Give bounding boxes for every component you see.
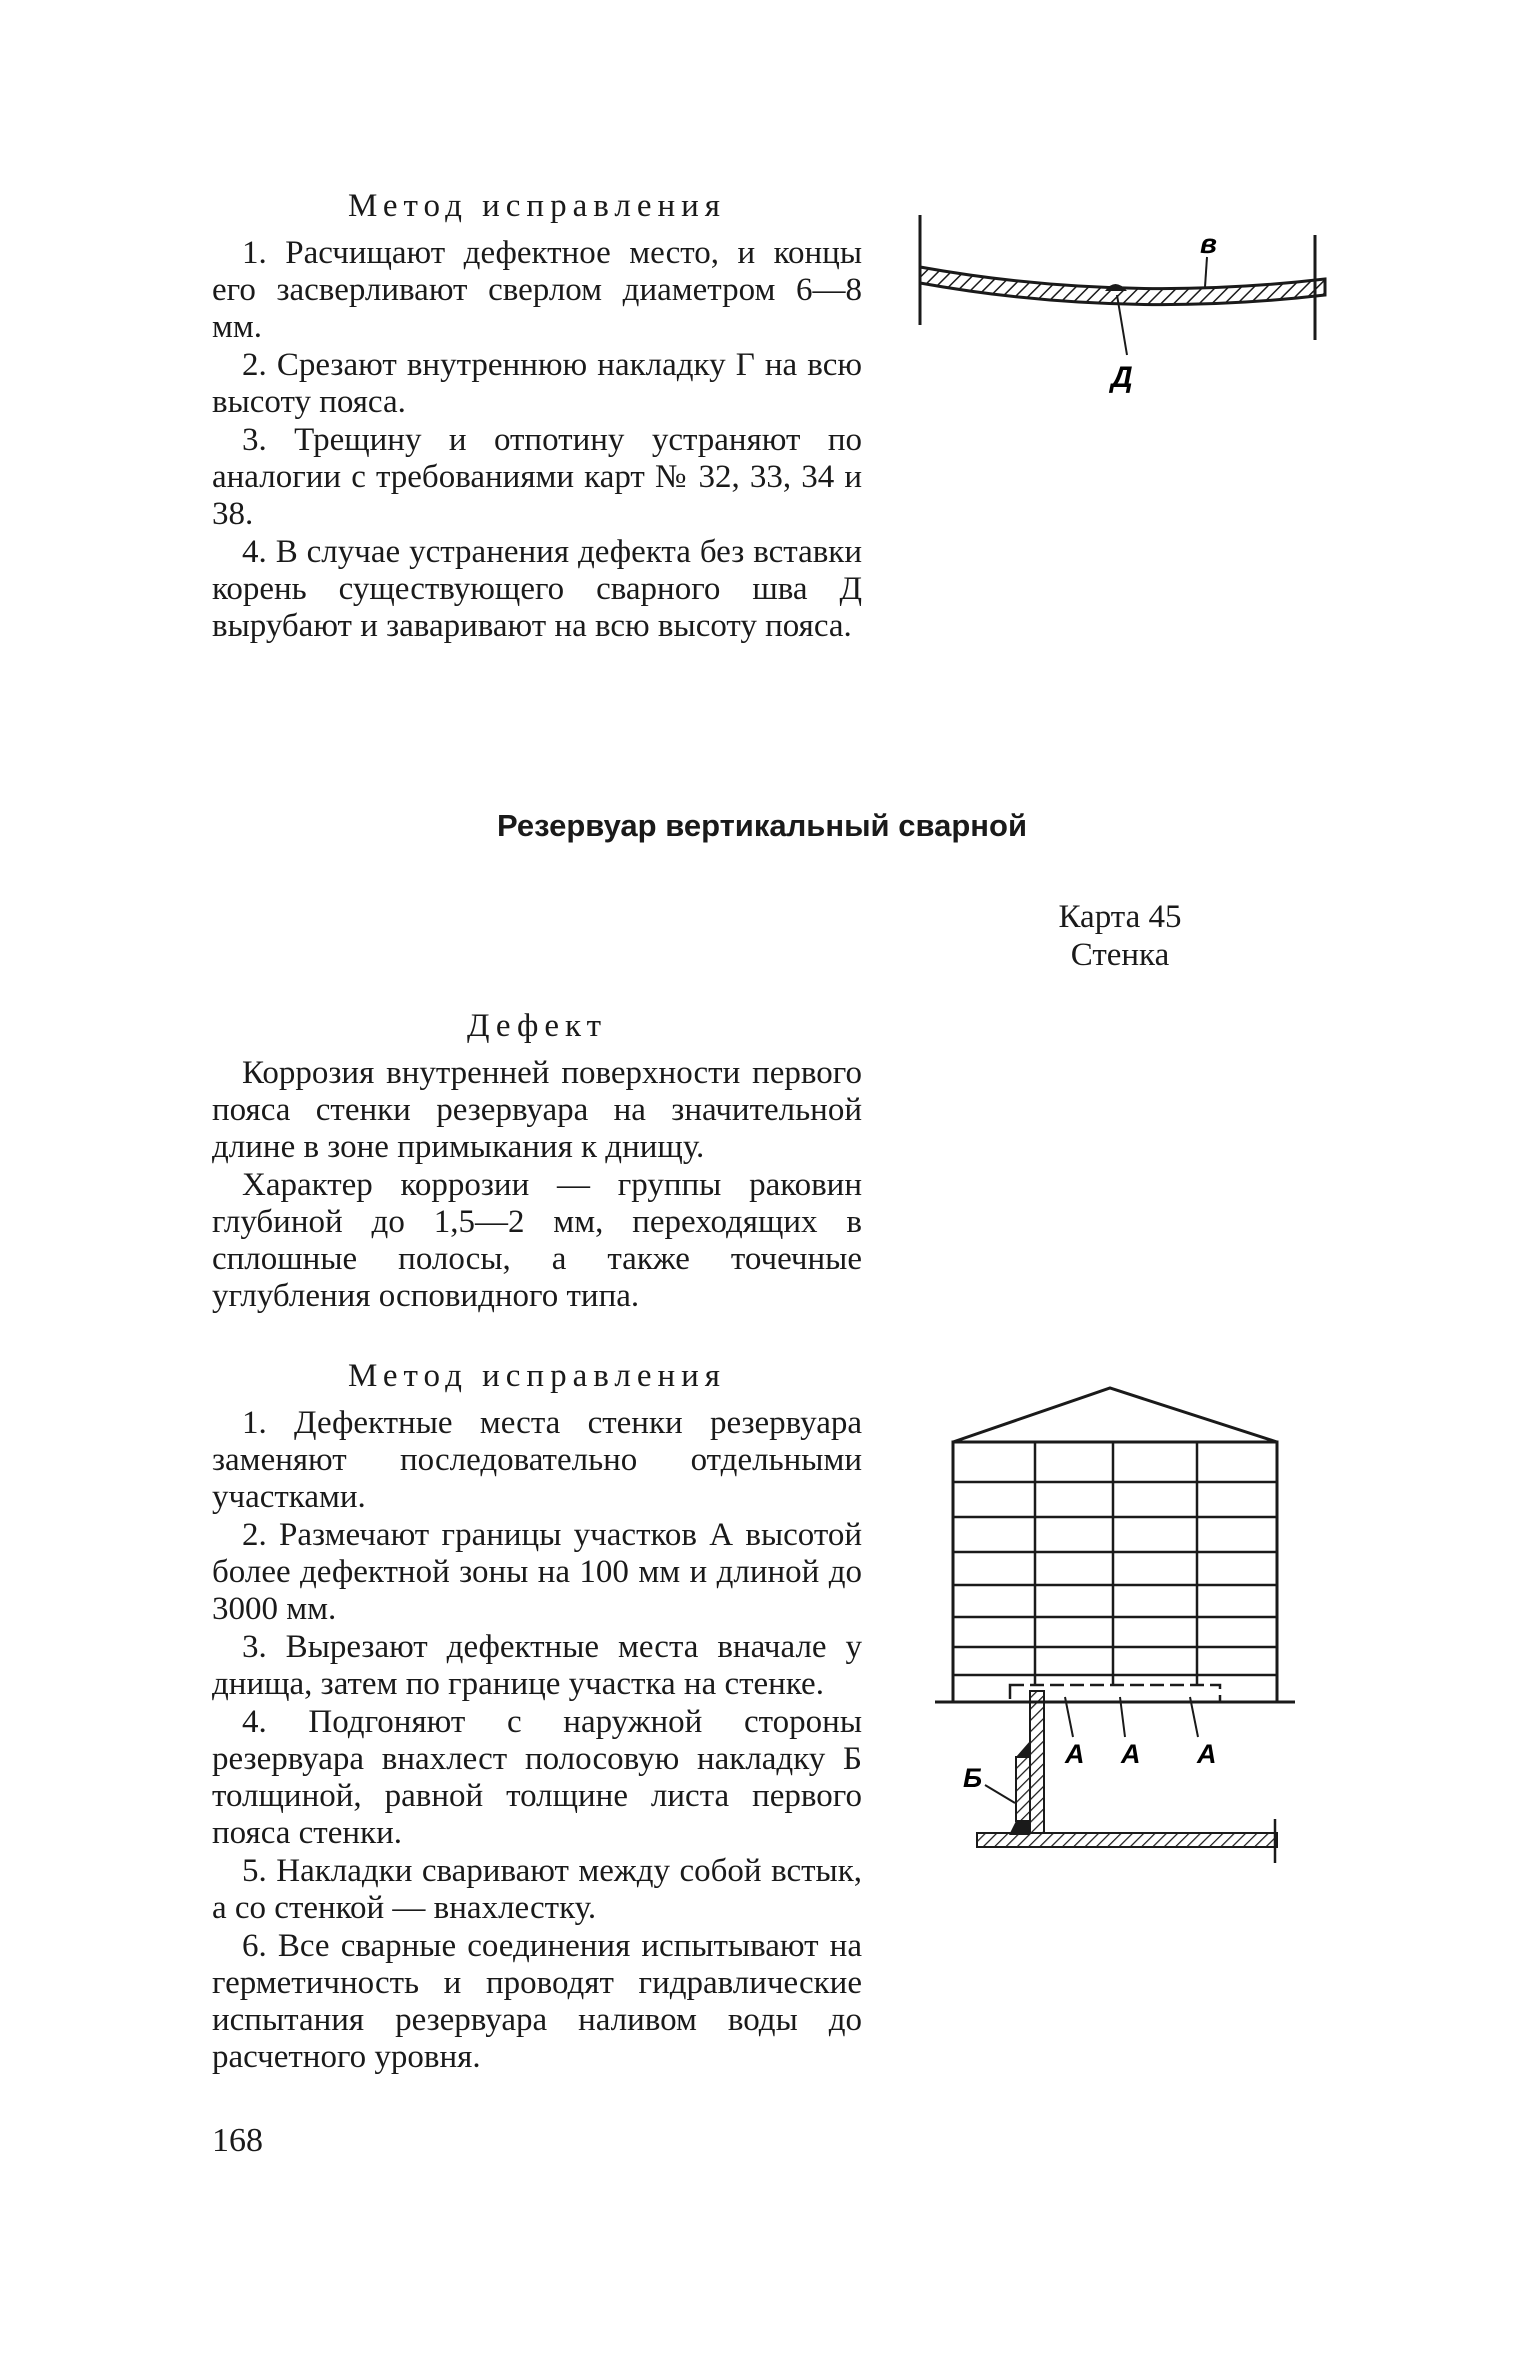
label-a2: А [1121, 1739, 1141, 1769]
figure-weld-seam [905, 215, 1345, 405]
section1-step-3: 3. Трещину и отпотину устраняют по аналогии с требованиями карт № 32, 33, 34 и 38. [212, 422, 862, 532]
figure-tank [935, 1385, 1305, 1875]
label-a1: А [1065, 1739, 1085, 1769]
label-b: Б [963, 1763, 983, 1793]
tank-roof [953, 1388, 1277, 1442]
label-v: в [1200, 228, 1217, 259]
section1 [212, 188, 862, 646]
leader-b [985, 1785, 1015, 1803]
section1-heading: Метод исправления [347, 188, 726, 224]
section2-step-3: 3. Вырезают дефектные места вначале у днища, затем по границе участка на стенке. [212, 1629, 862, 1702]
section1-step-2: 2. Срезают внутреннюю накладку Г на всю высоту пояса. [212, 347, 862, 420]
label-d: Д [1111, 361, 1133, 394]
section2-step-2: 2. Размечают границы участков А высотой более дефектной зоны на 100 мм и длиной до 3000 мм. [212, 1517, 862, 1627]
section1-step-1: 1. Расчищают дефектное место, и концы его засверливают сверлом диаметром 6—8 мм. [212, 235, 862, 345]
label-a3: А [1197, 1739, 1217, 1769]
section1-step-4: 4. В случае устранения дефекта без вставки корень существующего сварного шва Д вырубают и заваривают на всю высоту пояса. [212, 534, 862, 644]
page-title: Резервуар вертикальный сварной [496, 808, 1028, 843]
tank-rows [953, 1442, 1277, 1685]
plate-section [920, 267, 1325, 305]
section2-step-1: 1. Дефектные места стенки резервуара заменяют последовательно отдельными участками. [212, 1405, 862, 1515]
card-label [1000, 898, 1240, 974]
section2 [212, 1358, 862, 2077]
wall-section [1030, 1691, 1044, 1833]
section2-step-5: 5. Накладки сваривают между собой встык, а со стенкой — внахлестку. [212, 1853, 862, 1926]
section2-step-6: 6. Все сварные соединения испытывают на герметичность и проводят гидравлические испытания резервуара наливом воды до расчетного уровня. [212, 1928, 862, 2075]
defect-paragraph-2: Характер коррозии — группы раковин глубиной до 1,5—2 мм, переходящих в сплошные полосы, а также точечные углубления осповидного типа. [212, 1167, 862, 1314]
bottom-plate [977, 1833, 1277, 1847]
card-subject: Стенка [1070, 937, 1170, 973]
card-number: Карта 45 [1058, 899, 1182, 935]
defect-heading: Дефект [466, 1008, 607, 1044]
section2-step-4: 4. Подгоняют с наружной стороны резервуара внахлест полосовую накладку Б толщиной, равной толщине листа первого пояса стенки. [212, 1704, 862, 1851]
defect-paragraph-1: Коррозия внутренней поверхности первого пояса стенки резервуара на значительной длине в зоне примыкания к днищу. [212, 1055, 862, 1165]
defect-section [212, 1008, 862, 1316]
section2-heading: Метод исправления [347, 1358, 726, 1394]
page-number: 168 [212, 2122, 263, 2159]
leader-v [1205, 257, 1207, 287]
weld-top [1016, 1741, 1030, 1757]
overlay-plate [1016, 1757, 1030, 1821]
